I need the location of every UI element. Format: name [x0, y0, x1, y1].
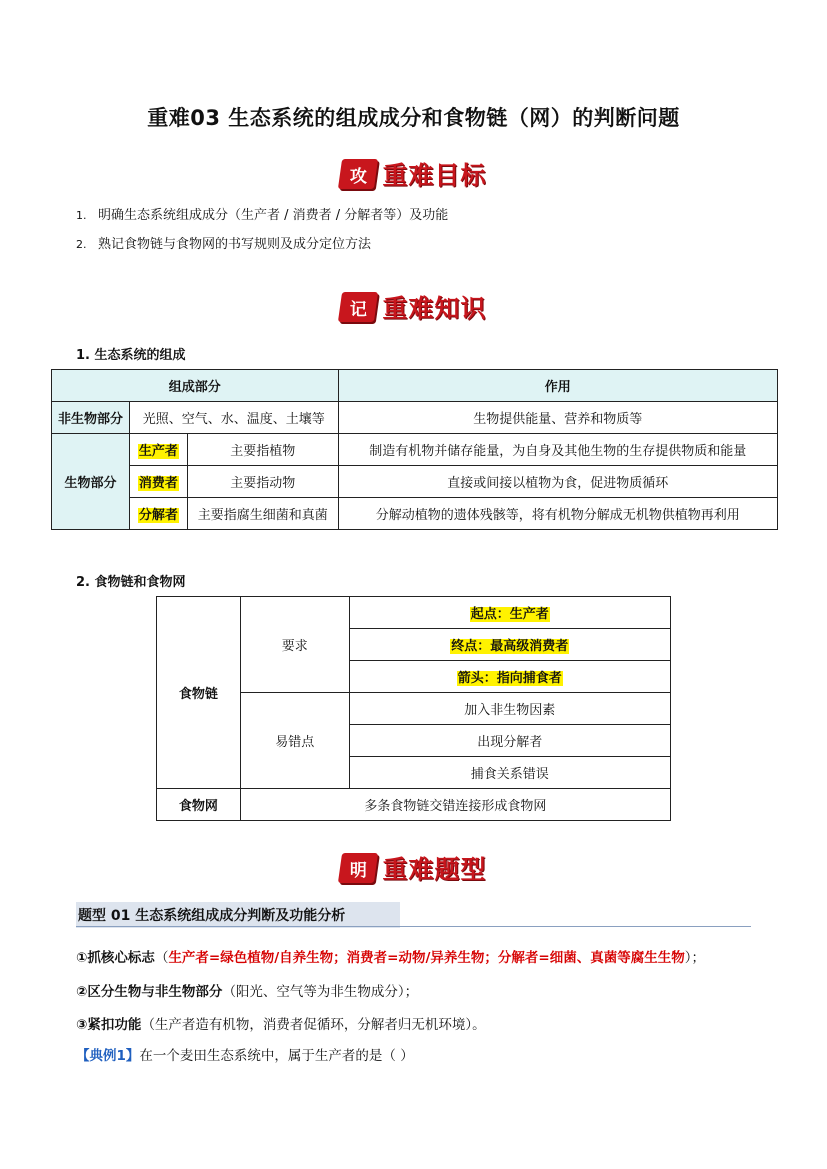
- decomposer-label: 分解者: [138, 508, 178, 523]
- food-chain-table: [156, 596, 671, 821]
- banner-title: 重难知识: [382, 294, 487, 323]
- table-header: 组成部分: [52, 370, 339, 402]
- example-text: 在一个麦田生态系统中，属于生产者的是（ ）: [139, 1048, 414, 1064]
- ecosystem-table: [51, 369, 778, 530]
- example-question: [76, 1044, 414, 1064]
- requirement: 终点：最高级消费者: [451, 639, 569, 654]
- table-cell: 多条食物链交错连接形成食物网: [240, 789, 670, 821]
- producer-label: 生产者: [138, 444, 178, 459]
- row-label: 要求: [240, 597, 349, 693]
- seal-icon: 记: [338, 292, 378, 322]
- table-header: 作用: [338, 370, 777, 402]
- table-cell: 生物提供能量、营养和物质等: [338, 402, 777, 434]
- requirement: 箭头：指向捕食者: [457, 671, 562, 686]
- banner-goals: [0, 157, 827, 191]
- banner-title: 重难目标: [382, 161, 487, 190]
- table-cell: 主要指植物: [187, 434, 338, 466]
- error-point: 捕食关系错误: [349, 757, 670, 789]
- seal-icon: 明: [338, 853, 378, 883]
- table-cell: 主要指动物: [187, 466, 338, 498]
- tip-line: ③紧扣功能（生产者造有机物，消费者促循环，分解者归无机环境）。: [76, 1017, 486, 1033]
- section-title: 2. 食物链和食物网: [76, 575, 186, 590]
- table-cell: 制造有机物并储存能量，为自身及其他生物的生存提供物质和能量: [338, 434, 777, 466]
- table-cell: 分解动植物的遗体残骸等，将有机物分解成无机物供植物再利用: [338, 498, 777, 530]
- banner-knowledge: [0, 290, 827, 324]
- row-label: 食物网: [157, 789, 241, 821]
- goal-item: 1. 明确生态系统组成成分（生产者 / 消费者 / 分解者等）及功能: [76, 208, 449, 223]
- section-title: 1. 生态系统的组成: [76, 348, 186, 363]
- row-label: 非生物部分: [52, 402, 130, 434]
- banner-types: [0, 851, 827, 885]
- goal-item: 2. 熟记食物链与食物网的书写规则及成分定位方法: [76, 237, 372, 252]
- divider: [76, 926, 751, 927]
- seal-icon: 攻: [338, 159, 378, 189]
- requirement: 起点：生产者: [470, 607, 549, 622]
- page-title: 重难03 生态系统的组成成分和食物链（网）的判断问题: [147, 106, 680, 130]
- tip-line: ②区分生物与非生物部分（阳光、空气等为非生物成分）；: [76, 984, 419, 1000]
- table-cell: 光照、空气、水、温度、土壤等: [129, 402, 338, 434]
- question-type-title: 题型 01 生态系统组成成分判断及功能分析: [76, 902, 400, 928]
- row-label: 食物链: [157, 597, 241, 789]
- table-cell: 主要指腐生细菌和真菌: [187, 498, 338, 530]
- error-point: 出现分解者: [349, 725, 670, 757]
- row-label: 生物部分: [52, 434, 130, 530]
- error-point: 加入非生物因素: [349, 693, 670, 725]
- row-label: 易错点: [240, 693, 349, 789]
- table-cell: 直接或间接以植物为食，促进物质循环: [338, 466, 777, 498]
- tip-line: ①抓核心标志（生产者=绿色植物/自养生物；消费者=动物/异养生物；分解者=细菌、真菌等腐生生物）；: [76, 950, 705, 966]
- consumer-label: 消费者: [138, 476, 178, 491]
- example-tag: 【典例1】: [76, 1048, 140, 1064]
- banner-title: 重难题型: [382, 855, 487, 884]
